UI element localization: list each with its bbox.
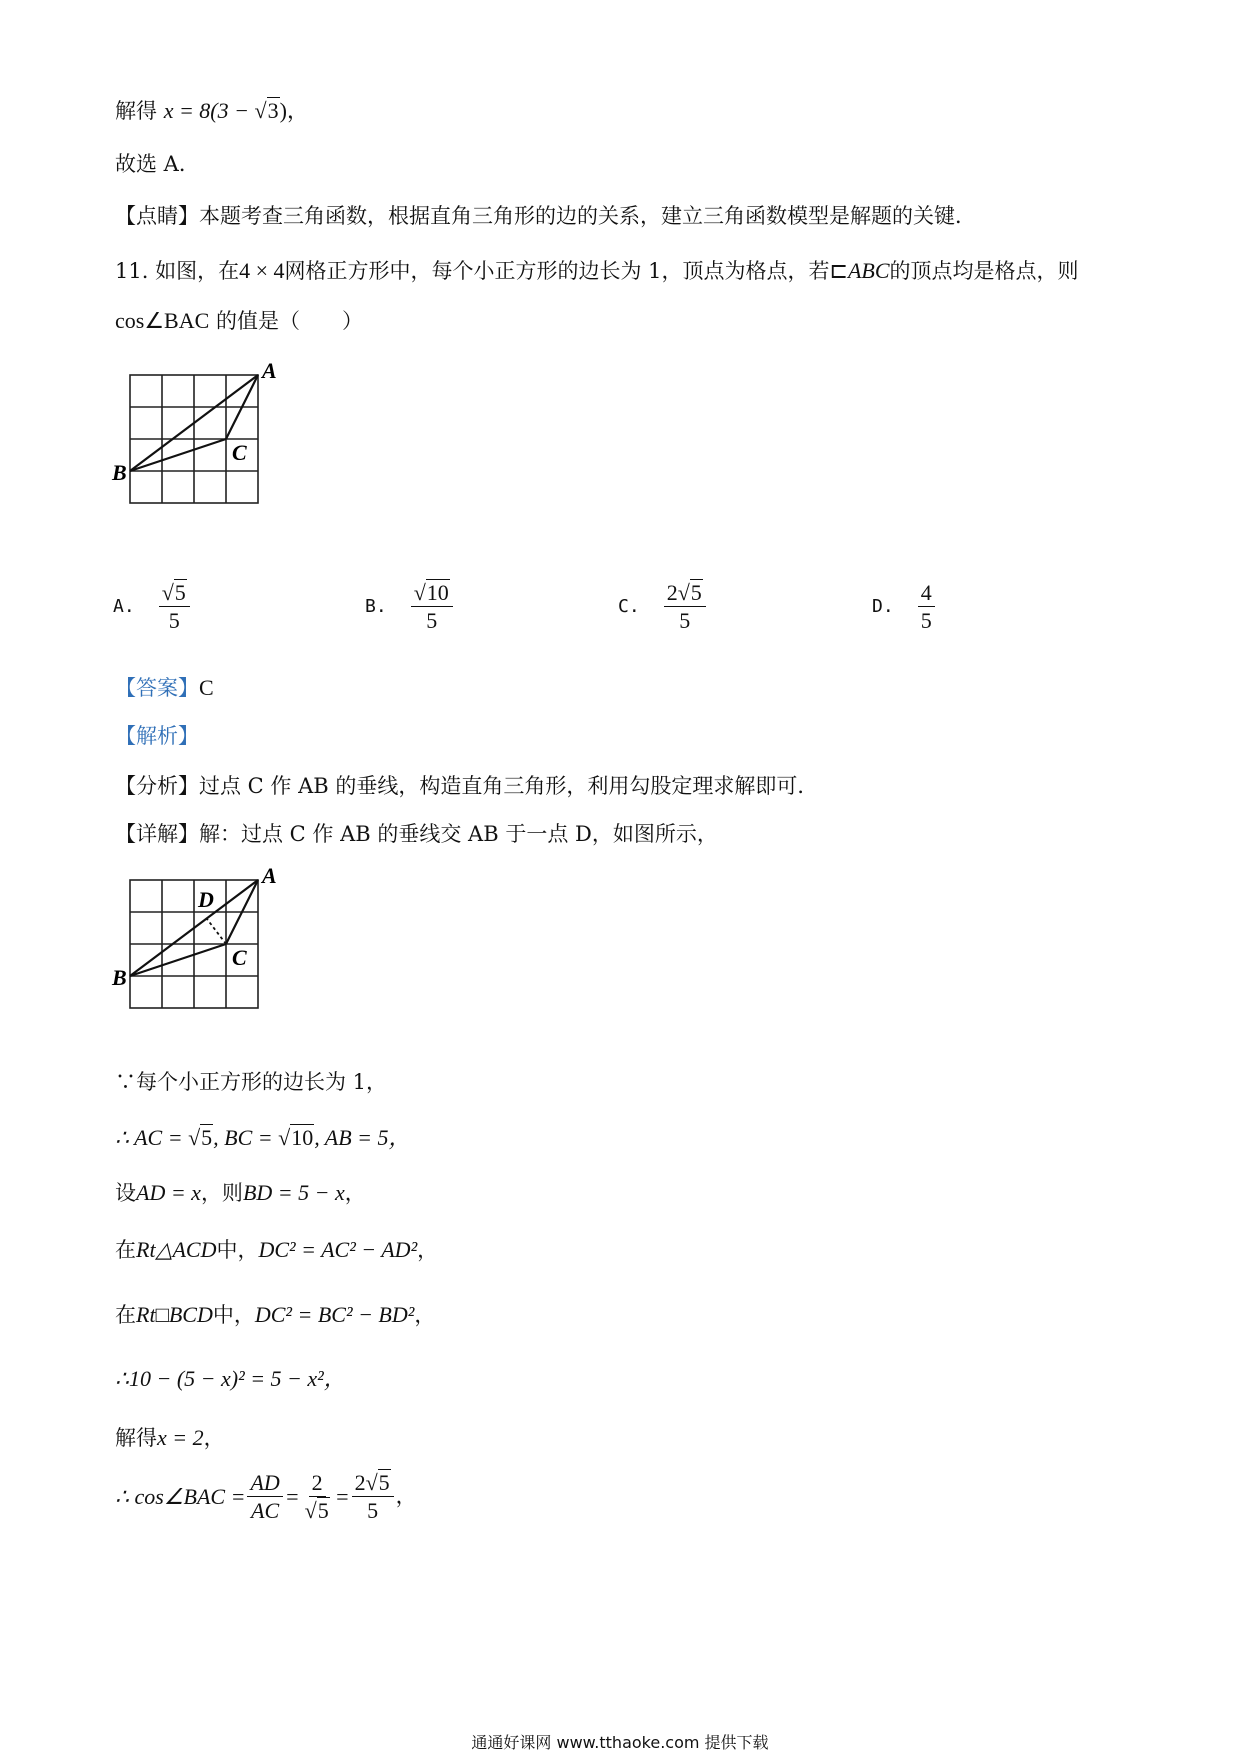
fraction-2-sqrt5: $\frac{2}{√5}$	[304, 1470, 329, 1524]
step-3: 设AD = x，则BD = 5 − x，	[115, 1180, 366, 1205]
option-d-label: D.	[872, 596, 894, 618]
text: 网格正方形中，每个小正方形的边长为 1，顶点为格点，若	[284, 259, 830, 283]
option-c-label: C.	[618, 596, 640, 618]
option-b-fraction: $\frac{√10}{5}$	[411, 580, 453, 634]
fraction-2sqrt5-5: $\frac{2√5}{5}$	[352, 1470, 394, 1524]
label-b: B	[112, 460, 127, 485]
grid-figure-1	[110, 360, 290, 510]
option-c[interactable]	[618, 580, 708, 634]
text: 如图，在	[155, 259, 240, 283]
step-4: 在Rt△ACD中，DC² = AC² − AD²，	[115, 1237, 439, 1262]
label-a: A	[262, 865, 277, 888]
option-c-fraction: $\frac{2√5}{5}$	[664, 580, 706, 634]
math-expression: x = 8(3 −	[163, 98, 255, 123]
option-a-fraction: $\frac{√5}{5}$	[159, 580, 190, 634]
label-c: C	[232, 440, 247, 465]
option-d-fraction: $\frac{4}{5}$	[918, 580, 935, 634]
option-b-label: B.	[365, 596, 387, 618]
step-8: ∴ cos∠BAC = $\frac{AD}{AC}$ = $\frac{2}{√5}$ = $\frac{2√5}{5}$ ，	[115, 1470, 417, 1524]
fraction-ad-ac: $\frac{AD}{AC}$	[247, 1470, 282, 1524]
solution-line-1	[115, 98, 309, 124]
dianjing-line	[115, 204, 976, 229]
option-a[interactable]	[113, 580, 192, 634]
step-5: 在Rt□BCD中，DC² = BC² − BD²，	[115, 1302, 436, 1327]
text: 的顶点均是格点，则	[889, 259, 1079, 283]
grid-figure-2	[110, 865, 290, 1015]
analysis-line	[115, 724, 199, 749]
perpendicular-cd	[207, 919, 226, 944]
answer-line	[115, 675, 214, 701]
option-d[interactable]	[872, 580, 937, 634]
question-11-line-1	[115, 258, 1079, 284]
label-b: B	[112, 965, 127, 990]
question-11-line-2	[115, 308, 363, 334]
step-6: ∴10 − (5 − x)² = 5 − x²，	[115, 1366, 346, 1391]
step-2: ∴ AC = √5, BC = √10, AB = 5，	[115, 1125, 411, 1150]
sqrt-expression: √3	[254, 98, 279, 123]
footer-watermark: 通通好课网 www.tthaoke.com 提供下载	[471, 1733, 769, 1752]
dianjing-text: 本题考查三角函数，根据直角三角形的边的关系，建立三角函数模型是解题的关键．	[199, 204, 976, 228]
math-cos: cos∠BAC	[115, 308, 210, 333]
math-tail: )，	[279, 98, 309, 123]
math-grid-size: 4 × 4	[239, 258, 285, 283]
solution-line-2: 故选 A．	[115, 152, 200, 176]
step-1: ∵每个小正方形的边长为 1，	[115, 1070, 388, 1094]
analysis-tag: 【解析】	[115, 724, 199, 748]
box-glyph: ⊏	[829, 258, 848, 283]
fenxi-text: 过点 C 作 AB 的垂线，构造直角三角形，利用勾股定理求解即可．	[199, 774, 819, 798]
question-number: 11.	[115, 259, 156, 283]
fenxi-tag: 【分析】	[115, 774, 199, 798]
option-a-label: A.	[113, 596, 135, 618]
option-b[interactable]	[365, 580, 455, 634]
label-d: D	[198, 887, 214, 912]
xiangjie-line	[115, 822, 718, 847]
step-7: 解得x = 2，	[115, 1425, 225, 1450]
answer-tag: 【答案】	[115, 676, 199, 700]
text: 的值是（ ）	[215, 309, 363, 333]
text: 解得	[115, 99, 157, 123]
grid-lines	[130, 375, 258, 503]
grid-lines	[130, 880, 258, 1008]
fenxi-line	[115, 774, 818, 799]
label-c: C	[232, 945, 247, 970]
answer-value: C	[199, 675, 214, 700]
label-a: A	[262, 360, 277, 383]
math-triangle: ABC	[847, 258, 890, 283]
xiangjie-text: 解：过点 C 作 AB 的垂线交 AB 于一点 D，如图所示，	[199, 822, 718, 846]
xiangjie-tag: 【详解】	[115, 822, 199, 846]
dianjing-tag: 【点睛】	[115, 204, 199, 228]
